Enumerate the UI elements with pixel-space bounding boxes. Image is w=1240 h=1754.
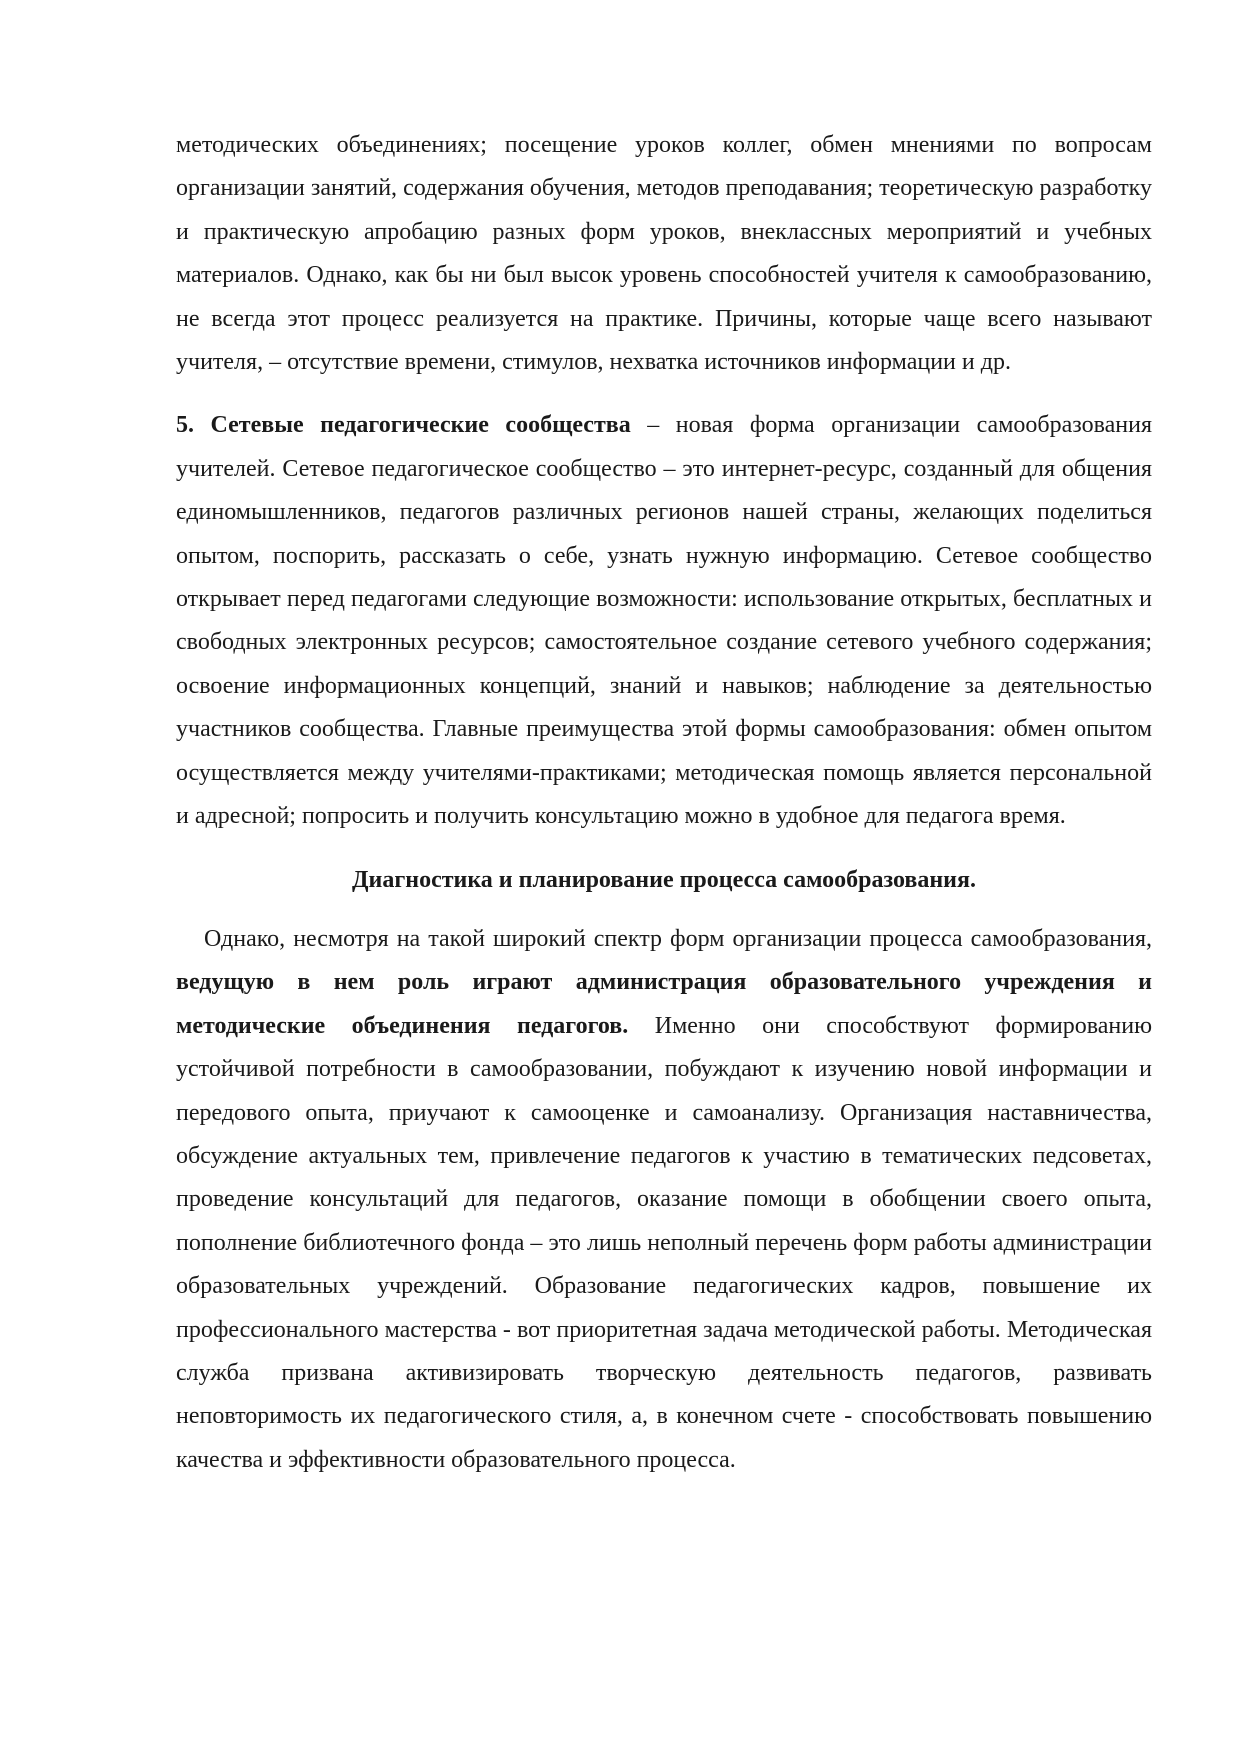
section-5-paragraph: [176, 404, 1152, 838]
section-heading: Диагностика и планирование процесса самообразования.: [352, 866, 976, 893]
document-page: [176, 124, 1152, 1482]
final-paragraph-text-after: Именно они способствуют формированию устойчивой потребности в самообразовании, побуждают к изучению новой информации и передового опыта, приучают к самооценке и самоанализу. Организация наставничества, обсуждение актуальных тем, привлечение педагогов к участию в тематических педсоветах, проведение консультаций для педагогов, оказание помощи в обобщении своего опыта, пополнение библиотечного фонда – это лишь неполный перечень форм работы администрации образовательных учреждений. Образование педагогических кадров, повышение их профессионального мастерства - вот приоритетная задача методической работы. Методическая служба призвана активизировать творческую деятельность педагогов, развивать неповторимость их педагогического стиля, а, в конечном счете - способствовать повышению качества и эффективности образовательного процесса.: [176, 1012, 1152, 1473]
final-paragraph-text-before: Однако, несмотря на такой широкий спектр форм организации процесса самообразования,: [204, 925, 1152, 952]
section-5-text: – новая форма организации самообразования учителей. Сетевое педагогическое сообщество – это интернет-ресурс, созданный для общения единомышленников, педагогов различных регионов нашей страны, желающих поделиться опытом, поспорить, рассказать о себе, узнать нужную информацию. Сетевое сообщество открывает перед педагогами следующие возможности: использование открытых, бесплатных и свободных электронных ресурсов; самостоятельное создание сетевого учебного содержания; освоение информационных концепций, знаний и навыков; наблюдение за деятельностью участников сообщества. Главные преимущества этой формы самообразования: обмен опытом осуществляется между учителями-практиками; методическая помощь является персональной и адресной; попросить и получить консультацию можно в удобное для педагога время.: [176, 412, 1152, 830]
paragraph-continued: методических объединениях; посещение уроков коллег, обмен мнениями по вопросам организации занятий, содержания обучения, методов преподавания; теоретическую разработку и практическую апробацию разных форм уроков, внеклассных мероприятий и учебных материалов. Однако, как бы ни был высок уровень способностей учителя к самообразованию, не всегда этот процесс реализуется на практике. Причины, которые чаще всего называют учителя, – отсутствие времени, стимулов, нехватка источников информации и др.: [176, 132, 1152, 376]
final-paragraph-emphasis: ведущую в нем роль играют администрация образовательного учреждения и методические объединения педагогов.: [176, 969, 1152, 1039]
final-paragraph: [176, 918, 1152, 1482]
section-5-title: 5. Сетевые педагогические сообщества: [176, 412, 631, 439]
